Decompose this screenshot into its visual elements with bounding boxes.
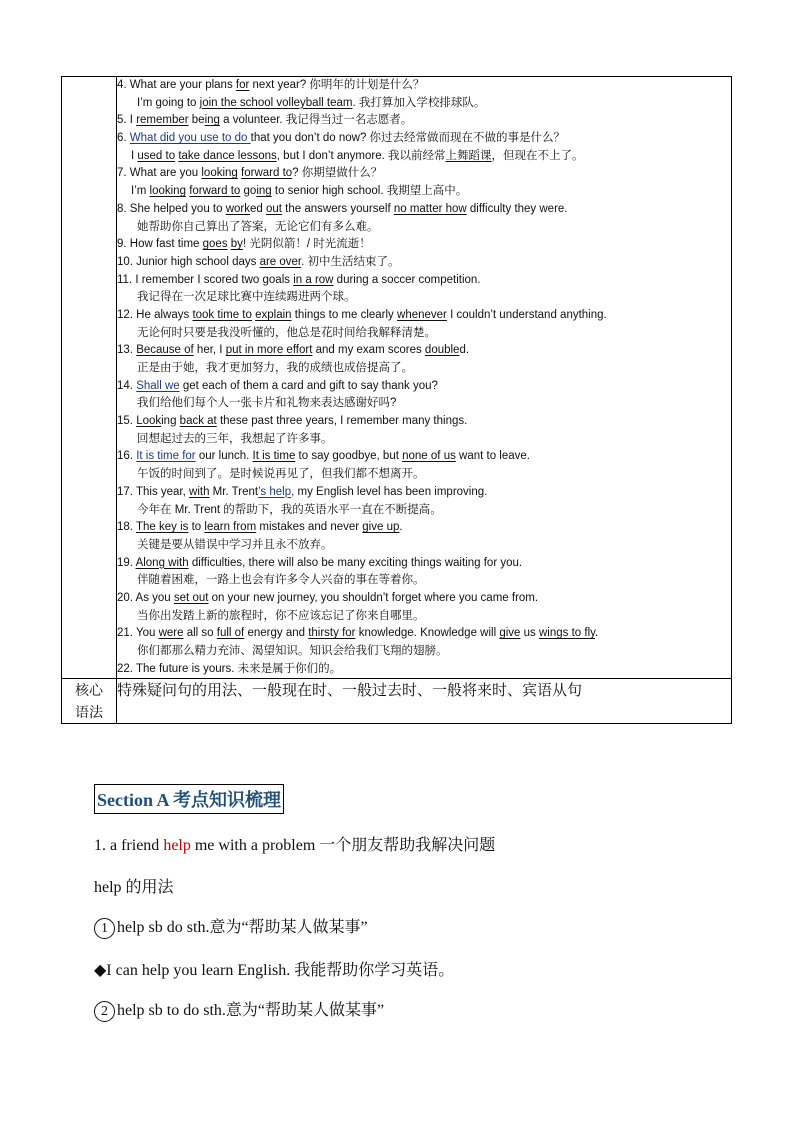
sentence-line <box>117 448 731 466</box>
sentence-line <box>117 360 731 378</box>
point-1 <box>94 832 495 855</box>
point-1-suffix: me with a problem 一个朋友帮助我解决问题 <box>190 837 496 854</box>
sentence-text: things to me clearly <box>291 308 398 321</box>
sentence-text: to <box>188 521 205 534</box>
sentence-line <box>117 130 731 148</box>
sentence-line <box>117 165 731 183</box>
sentence-text: us <box>520 627 539 640</box>
grammar-text: 特殊疑问句的用法、一般现在时、一般过去时、一般将来时、宾语从句 <box>117 679 732 724</box>
underlined-phrase: ing <box>204 114 220 127</box>
sentence-text: 14. <box>117 379 137 392</box>
sentence-text: all so <box>183 627 217 640</box>
sentence-text: . 初中生活结束了。 <box>301 255 400 268</box>
underlined-phrase: full of <box>216 627 245 640</box>
underlined-phrase: are over <box>259 255 302 268</box>
sentence-line <box>117 201 731 219</box>
sentence-text: 伴随着困难，一路上也会有许多令人兴奋的事在等着你。 <box>137 574 425 587</box>
sentence-line <box>117 431 731 449</box>
sentence-line <box>117 537 731 555</box>
sentence-text: next year? 你明年的计划是什么？ <box>249 79 425 91</box>
sentence-text: 17. This year, <box>117 485 190 498</box>
underlined-phrase: It is time for <box>136 450 196 463</box>
usage-2 <box>94 997 384 1022</box>
sentence-text: 10. Junior high school days <box>117 255 260 268</box>
sentence-text: 7. What are you <box>117 167 202 180</box>
sentence-text: I’m going to <box>137 96 200 109</box>
sentence-text: 8. She helped you to <box>117 202 226 215</box>
sentence-text: Mr. Trent <box>209 485 259 498</box>
underlined-phrase: looking <box>201 167 238 180</box>
sentence-line <box>117 77 731 95</box>
sentence-text: to senior high school. 我期望上高中。 <box>271 185 468 198</box>
sentence-text: our lunch. <box>195 450 253 463</box>
sentence-text: her, I <box>193 344 226 357</box>
sentence-text: on your new journey, you shouldn’t forget where you came from. <box>208 591 539 604</box>
sentence-line <box>117 183 731 201</box>
grammar-label-line1: 核心 <box>75 682 103 699</box>
underlined-phrase: in a row <box>293 273 334 286</box>
underlined-phrase: 上舞蹈课 <box>445 149 492 162</box>
empty-label-cell <box>62 77 117 679</box>
sentence-text: 6. <box>117 132 130 145</box>
sentence-line <box>117 378 731 396</box>
underlined-phrase: forward to <box>241 167 293 180</box>
underlined-phrase: looking <box>149 185 186 198</box>
sentence-text: 关键是要从错误中学习并且永不放弃。 <box>137 538 333 551</box>
sentence-text: 15. <box>117 415 137 428</box>
sentence-text: 当你出发踏上新的旅程时，你不应该忘记了你来自哪里。 <box>137 609 425 622</box>
sentence-text: get each of them a card and gift to say thank you? <box>179 379 438 392</box>
underlined-phrase: work <box>225 202 250 215</box>
sentence-text: 18. <box>117 521 136 534</box>
sentence-text: ? 你期望做什么？ <box>292 167 383 180</box>
sentence-line <box>117 413 731 431</box>
sentence-text: want to leave. <box>455 450 530 463</box>
sentence-text: 今年在 Mr. Trent 的帮助下，我的英语水平一直在不断提高。 <box>137 503 442 516</box>
section-title: Section A 考点知识梳理 <box>94 784 284 814</box>
sentence-text: to say goodbye, but <box>295 450 403 463</box>
sentence-text: ed <box>249 202 266 215</box>
grammar-label-line2: 语法 <box>75 704 103 721</box>
sentence-text: the answers yourself <box>281 202 394 215</box>
underlined-phrase: Because of <box>136 344 194 357</box>
sentence-text: 19. <box>117 556 136 569</box>
underlined-phrase: double <box>424 344 460 357</box>
underlined-phrase: thirsty for <box>308 627 356 640</box>
sentence-text: 21. You <box>117 627 159 640</box>
underlined-phrase: ’s help <box>258 485 292 498</box>
usage-1 <box>94 914 368 939</box>
sentence-text: . <box>399 521 403 534</box>
sentence-line <box>117 395 731 413</box>
sentence-line <box>117 519 731 537</box>
sentence-text: 我们给他们每个人一张卡片和礼物来表达感谢好吗? <box>137 397 397 410</box>
sentence-line <box>117 112 731 130</box>
sentence-text: go <box>240 185 257 198</box>
sentence-text: difficulties, there will also be many exciting things waiting for you. <box>188 556 523 569</box>
sentence-line <box>117 325 731 343</box>
sentence-line <box>117 219 731 237</box>
underlined-phrase: ing <box>256 185 272 198</box>
sentence-line <box>117 661 731 679</box>
sentence-text: I couldn’t understand anything. <box>446 308 607 321</box>
underlined-phrase: What did you use to do <box>129 132 251 145</box>
grammar-label-cell <box>62 679 117 724</box>
point-1-keyword: help <box>163 837 191 854</box>
sentence-text: . <box>595 627 599 640</box>
sentence-text: I’m <box>131 185 150 198</box>
sentence-text: 5. I <box>117 114 137 127</box>
underlined-phrase: no matter how <box>393 202 467 215</box>
underlined-phrase: Along with <box>135 556 189 569</box>
sentence-line <box>117 95 731 113</box>
underlined-phrase: used to <box>137 149 176 162</box>
underlined-phrase: give up <box>362 521 400 534</box>
key-sentences-cell <box>117 77 732 679</box>
underlined-phrase: whenever <box>397 308 447 321</box>
sentence-text: 12. He always <box>117 308 193 321</box>
sentence-text: . 我打算加入学校排球队。 <box>352 96 486 109</box>
sentence-text: be <box>188 114 205 127</box>
underlined-phrase: put in more effort <box>225 344 313 357</box>
underlined-phrase: for <box>235 79 250 91</box>
underlined-phrase: It is time <box>252 450 296 463</box>
sentence-text: a volunteer. 我记得当过一名志愿者。 <box>219 114 413 127</box>
sentence-line <box>117 466 731 484</box>
sentence-line <box>117 289 731 307</box>
sentence-text: 午饭的时间到了。是时候说再见了，但我们都不想离开。 <box>137 468 425 481</box>
sentence-text: 她帮助你自己算出了答案，无论它们有多么难。 <box>137 220 379 233</box>
underlined-phrase: with <box>189 485 210 498</box>
sentence-list <box>117 77 731 678</box>
help-usage-title: help 的用法 <box>94 879 174 896</box>
sentence-text: I <box>131 149 138 162</box>
underlined-phrase: learn from <box>204 521 257 534</box>
sentence-text: 16. <box>117 450 137 463</box>
sentence-text: 22. The future is yours. 未来是属于你们的。 <box>117 662 342 675</box>
sentence-text: 你们都那么精力充沛、渴望知识。知识会给我们飞翔的翅膀。 <box>137 645 448 657</box>
sentence-line <box>117 572 731 590</box>
sentence-text: 13. <box>117 344 137 357</box>
underlined-phrase: explain <box>255 308 292 321</box>
sentence-text: ! 光阴似箭！/ 时光流逝！ <box>242 238 371 251</box>
underlined-phrase: The key is <box>135 521 189 534</box>
underlined-phrase: out <box>265 202 282 215</box>
sentence-line <box>117 342 731 360</box>
sentence-text: that you don’t do now? 你过去经常做而现在不做的事是什么？ <box>250 132 566 145</box>
underlined-phrase: took time to <box>192 308 252 321</box>
sentence-text: energy and <box>244 627 309 640</box>
underlined-phrase: take dance lessons <box>178 149 277 162</box>
sentence-text: knowledge. Knowledge will <box>355 627 500 640</box>
sentence-text: 9. How fast time <box>117 238 203 251</box>
underlined-phrase: were <box>158 627 184 640</box>
sentence-line <box>117 608 731 626</box>
sentence-line <box>117 625 731 643</box>
sentence-text: , my English level has been improving. <box>291 485 488 498</box>
underlined-phrase: set out <box>173 591 209 604</box>
sentence-text: 无论何时只要是我没听懂的，他总是花时间给我解释清楚。 <box>137 326 436 339</box>
sentence-table <box>61 76 732 724</box>
sentence-line <box>117 590 731 608</box>
sentence-line <box>117 148 731 166</box>
sentence-text: during a soccer competition. <box>333 273 481 286</box>
circled-number-1: 1 <box>94 918 115 939</box>
sentence-line <box>117 643 731 661</box>
underlined-phrase: goes <box>202 238 228 251</box>
underlined-phrase: remember <box>136 114 189 127</box>
underlined-phrase: forward to <box>189 185 241 198</box>
sentence-text: ing <box>161 415 180 428</box>
sentence-line <box>117 254 731 272</box>
point-1-prefix: 1. a friend <box>94 837 164 854</box>
sentence-text: and my exam scores <box>312 344 425 357</box>
underlined-phrase: give <box>499 627 521 640</box>
circled-number-2: 2 <box>94 1001 115 1022</box>
sentence-text: 正是由于她，我才更加努力，我的成绩也成倍提高了。 <box>137 362 413 374</box>
sentence-line <box>117 272 731 290</box>
usage-2-text: help sb to do sth.意为“帮助某人做某事” <box>117 1002 385 1019</box>
sentence-text: 我记得在一次足球比赛中连续踢进两个球。 <box>137 291 356 304</box>
sentence-line <box>117 555 731 573</box>
sentence-line <box>117 484 731 502</box>
underlined-phrase: Shall we <box>136 379 180 392</box>
underlined-phrase: Look <box>136 415 162 428</box>
sentence-line <box>117 307 731 325</box>
sentence-text: ，但现在不上了。 <box>491 149 584 162</box>
underlined-phrase: by <box>230 238 243 251</box>
sentence-text: d. <box>459 344 470 357</box>
sentence-line <box>117 502 731 520</box>
usage-1-text: help sb do sth.意为“帮助某人做某事” <box>117 919 368 936</box>
sentence-text: , but I don’t anymore. 我以前经常 <box>276 149 446 162</box>
underlined-phrase: none of us <box>402 450 456 463</box>
sentence-text: 11. I remember I scored two goals <box>117 273 294 286</box>
sentence-text: these past three years, I remember many things. <box>216 415 468 428</box>
sentence-text: mistakes and never <box>256 521 363 534</box>
underlined-phrase: join the school volleyball team <box>199 96 353 109</box>
sentence-line <box>117 236 731 254</box>
sentence-text: difficulty they were. <box>466 202 568 215</box>
underlined-phrase: back at <box>179 415 217 428</box>
underlined-phrase: wings to fly <box>539 627 596 640</box>
sentence-text: 20. As you <box>117 591 174 604</box>
sentence-text: 4. What are your plans <box>117 79 236 91</box>
sentence-text: 回想起过去的三年，我想起了许多事。 <box>137 432 333 445</box>
example-1: ◆I can help you learn English. 我能帮助你学习英语。 <box>94 962 455 979</box>
